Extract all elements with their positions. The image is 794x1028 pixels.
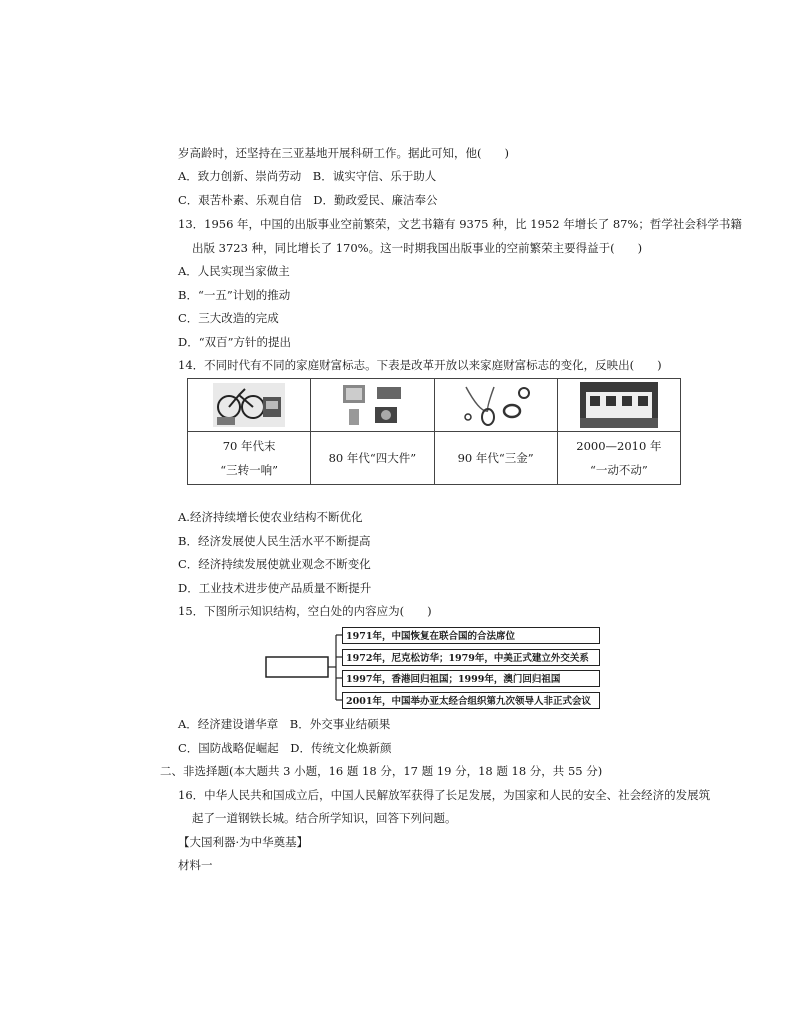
label-90s-text: 90 年代“三金” (457, 451, 534, 465)
q13-stem-line1: 13．1956 年，中国的出版事业空前繁荣，文艺书籍有 9375 种，比 1952 年增长了 87%；哲学社会科学书籍 (178, 217, 742, 231)
q16-subheading: 【大国利器·为中华奠基】 (178, 835, 309, 849)
label-70s-line2: “三转一响” (220, 463, 278, 477)
knowledge-structure-connectors (262, 622, 352, 708)
structure-box-1997: 1997年，香港回归祖国；1999年，澳门回归祖国 (342, 670, 600, 687)
q14-option-c[interactable]: C．经济持续发展使就业观念不断变化 (178, 557, 371, 571)
photo-90s-cell (434, 379, 557, 432)
q13-option-a[interactable]: A．人民实现当家做主 (178, 264, 290, 278)
label-80s (311, 432, 434, 485)
structure-box-1971: 1971年，中国恢复在联合国的合法席位 (342, 627, 600, 644)
q12-options-cd[interactable]: C．艰苦朴素、乐观自信 D．勤政爱民、廉洁奉公 (178, 193, 438, 207)
q16-material-one: 材料一 (178, 858, 213, 872)
q13-option-b[interactable]: B．“一五”计划的推动 (178, 288, 291, 302)
label-70s-line1: 70 年代末 (222, 439, 276, 453)
label-90s (434, 432, 557, 485)
q14-option-b[interactable]: B．经济发展使人民生活水平不断提高 (178, 534, 371, 548)
structure-box-2001: 2001年，中国举办亚太经合组织第九次领导人非正式会议 (342, 692, 600, 709)
photo-2000s-cell (557, 379, 680, 432)
section-2-heading: 二、非选择题(本大题共 3 小题，16 题 18 分，17 题 19 分，18 题 18 分，共 55 分) (160, 764, 603, 778)
structure-box-1972: 1972年，尼克松访华；1979年，中美正式建立外交关系 (342, 649, 600, 666)
q13-stem-line2: 出版 3723 种，同比增长了 170%。这一时期我国出版事业的空前繁荣主要得益于( ) (192, 241, 643, 255)
q15-options-ab[interactable]: A．经济建设谱华章 B．外交事业结硕果 (178, 717, 391, 731)
label-80s-text: 80 年代“四大件” (328, 451, 417, 465)
q14-option-a[interactable]: A.经济持续增长使农业结构不断优化 (178, 510, 363, 524)
label-70s (188, 432, 311, 485)
q16-stem-line1: 16．中华人民共和国成立后，中国人民解放军获得了长足发展，为国家和人民的安全、社会经济的发展筑 (178, 788, 711, 802)
label-2000s (557, 432, 680, 485)
q16-stem-line2: 起了一道钢铁长城。结合所学知识，回答下列问题。 (192, 811, 457, 825)
q13-option-c[interactable]: C．三大改造的完成 (178, 311, 279, 325)
label-2000s-line1: 2000—2010 年 (576, 439, 662, 453)
bicycle-sewing-machine-photo-icon (213, 383, 285, 427)
gold-jewelry-photo-icon (460, 383, 532, 427)
q13-option-d[interactable]: D．“双百”方针的提出 (178, 335, 291, 349)
q14-option-d[interactable]: D．工业技术进步使产品质量不断提升 (178, 581, 372, 595)
house-car-photo-icon (580, 382, 658, 428)
q12-stem-continuation: 岁高龄时，还坚持在三亚基地开展科研工作。据此可知，他( ) (178, 146, 509, 160)
photo-70s-cell (188, 379, 311, 432)
photo-80s-cell (311, 379, 434, 432)
q12-options-ab[interactable]: A．致力创新、崇尚劳动 B．诚实守信、乐于助人 (178, 169, 437, 183)
blank-answer-box (266, 657, 328, 677)
q15-stem: 15．下图所示知识结构，空白处的内容应为( ) (178, 604, 432, 618)
q14-stem: 14．不同时代有不同的家庭财富标志。下表是改革开放以来家庭财富标志的变化，反映出( ) (178, 358, 662, 372)
appliances-photo-icon (337, 383, 407, 427)
wealth-symbol-table (187, 378, 681, 485)
q15-options-cd[interactable]: C．国防战略促崛起 D．传统文化焕新颜 (178, 741, 392, 755)
label-2000s-line2: “一动不动” (589, 463, 648, 477)
